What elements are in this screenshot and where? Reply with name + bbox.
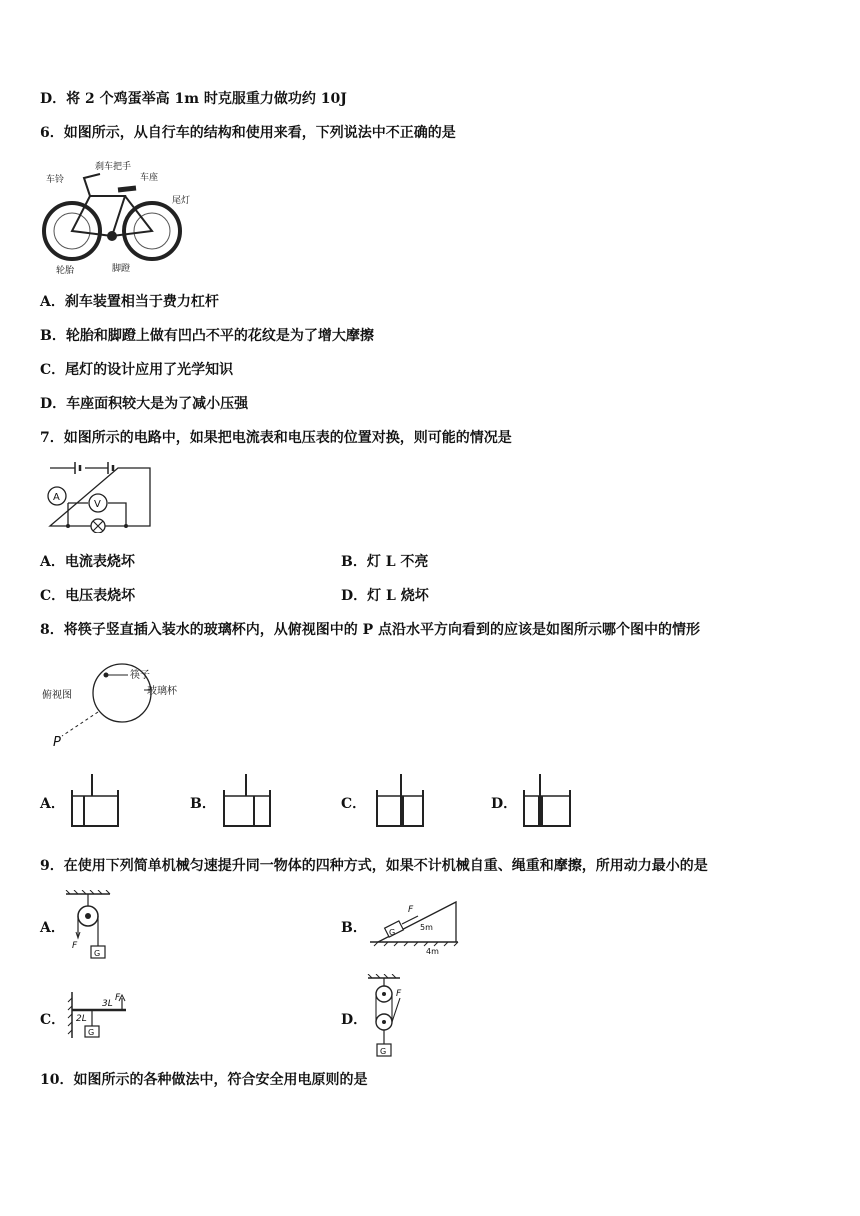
q9c-short-arm: 2L bbox=[76, 1014, 87, 1024]
q8-option-d: D． bbox=[491, 796, 518, 812]
q9-option-d-figure bbox=[364, 974, 414, 1060]
bicycle-figure bbox=[40, 158, 190, 278]
question-10: 10．如图所示的各种做法中，符合安全用电原则的是 bbox=[40, 1072, 368, 1088]
q9b-base-length: 4m bbox=[426, 947, 439, 956]
q7-option-d: D．灯 L 烧坏 bbox=[341, 588, 429, 604]
bike-label-brake: 刹车把手 bbox=[95, 162, 132, 172]
q8-option-a: A． bbox=[40, 796, 65, 812]
bike-label-handle: 车铃 bbox=[46, 175, 65, 185]
q8-option-d-figure bbox=[522, 772, 574, 828]
q9b-slope-length: 5m bbox=[420, 923, 433, 932]
q9a-force-label: F bbox=[72, 941, 78, 951]
question-8: 8．将筷子竖直插入装水的玻璃杯内，从俯视图中的 P 点沿水平方向看到的应该是如图所示哪个图中的情形 bbox=[40, 622, 701, 638]
ammeter-label: A bbox=[53, 492, 60, 503]
q7-option-c: C．电压表烧坏 bbox=[40, 588, 136, 604]
q9-option-b-figure bbox=[368, 894, 464, 956]
q5-option-d: D．将 2 个鸡蛋举高 1m 时克服重力做功约 10J bbox=[40, 91, 347, 107]
q9d-force-label: F bbox=[396, 989, 402, 999]
q6-option-a: A．刹车装置相当于费力杠杆 bbox=[40, 294, 219, 310]
q9-option-d: D． bbox=[341, 1012, 368, 1028]
q9-option-b: B． bbox=[341, 920, 367, 936]
q9c-long-arm: 3L bbox=[102, 999, 113, 1009]
q9a-weight-label: G bbox=[94, 949, 101, 958]
point-p-label: P bbox=[53, 735, 61, 750]
voltmeter-label: V bbox=[94, 499, 101, 510]
circuit-figure bbox=[40, 458, 160, 533]
bike-label-tire: 轮胎 bbox=[56, 266, 75, 276]
q6-option-d: D．车座面积较大是为了减小压强 bbox=[40, 396, 249, 412]
glass-label: 玻璃杯 bbox=[147, 686, 177, 697]
q7-option-a: A．电流表烧坏 bbox=[40, 554, 135, 570]
q7-option-b: B．灯 L 不亮 bbox=[341, 554, 429, 570]
q8-option-b-figure bbox=[222, 772, 274, 828]
q9c-force-label: F bbox=[115, 993, 121, 1003]
q6-option-b: B．轮胎和脚蹬上做有凹凸不平的花纹是为了增大摩擦 bbox=[40, 328, 374, 344]
q8-option-c: C． bbox=[341, 796, 367, 812]
q8-option-a-figure bbox=[70, 772, 122, 828]
question-9: 9．在使用下列简单机械匀速提升同一物体的四种方式，如果不计机械自重、绳重和摩擦，所用动力最小的是 bbox=[40, 858, 708, 874]
bike-label-pedal: 脚蹬 bbox=[112, 264, 131, 274]
top-view-label: 俯视图 bbox=[42, 690, 72, 701]
q9c-weight-label: G bbox=[88, 1028, 95, 1037]
cup-top-view-figure bbox=[40, 660, 190, 750]
q6-option-c: C．尾灯的设计应用了光学知识 bbox=[40, 362, 234, 378]
q9-option-a-figure bbox=[62, 890, 122, 962]
q9b-force-label: F bbox=[408, 905, 414, 915]
q9-option-c: C． bbox=[40, 1012, 66, 1028]
bike-label-taillight: 尾灯 bbox=[172, 196, 190, 206]
chopstick-label: 筷子 bbox=[130, 670, 150, 681]
q9d-weight-label: G bbox=[380, 1047, 387, 1056]
q9-option-a: A． bbox=[40, 920, 65, 936]
q8-option-b: B． bbox=[190, 796, 216, 812]
question-6: 6．如图所示，从自行车的结构和使用来看，下列说法中不正确的是 bbox=[40, 125, 456, 141]
question-7: 7．如图所示的电路中，如果把电流表和电压表的位置对换，则可能的情况是 bbox=[40, 430, 512, 446]
q8-option-c-figure bbox=[375, 772, 427, 828]
q9b-weight-label: G bbox=[389, 928, 396, 937]
bike-label-seat: 车座 bbox=[140, 173, 159, 183]
q9-option-c-figure bbox=[62, 990, 132, 1042]
